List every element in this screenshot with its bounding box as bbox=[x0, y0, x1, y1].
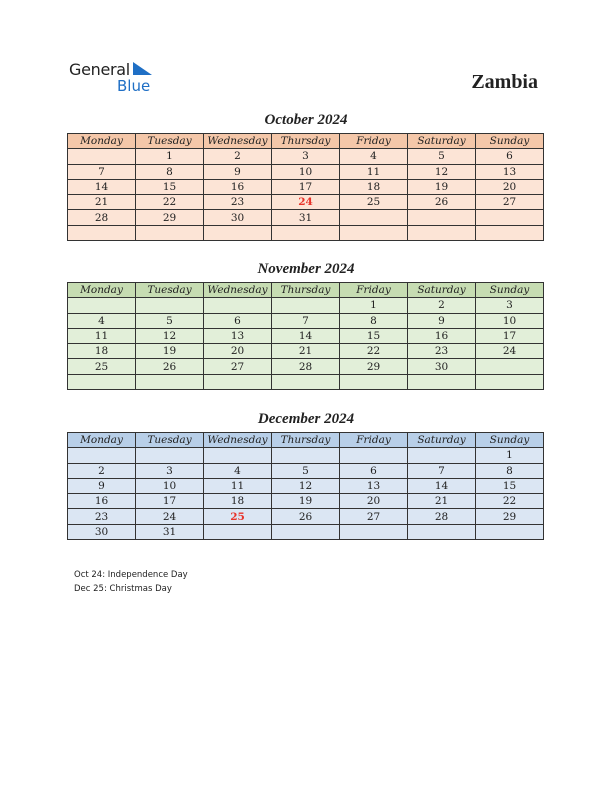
day-cell: 28 bbox=[68, 210, 136, 225]
day-cell: 23 bbox=[204, 195, 272, 210]
day-cell: 17 bbox=[136, 494, 204, 509]
day-cell: 6 bbox=[476, 149, 544, 164]
month-title-december: December 2024 bbox=[257, 411, 355, 427]
empty-day-cell bbox=[340, 210, 408, 225]
week-row bbox=[68, 494, 544, 509]
empty-day-cell bbox=[136, 298, 204, 313]
weekday-wednesday: Wednesday bbox=[204, 134, 272, 149]
day-cell: 17 bbox=[476, 328, 544, 343]
day-cell: 11 bbox=[204, 478, 272, 493]
logo-text-blue: Blue bbox=[117, 77, 151, 95]
day-cell: 15 bbox=[476, 478, 544, 493]
day-cell: 14 bbox=[68, 179, 136, 194]
day-cell: 25 bbox=[68, 359, 136, 374]
empty-day-cell bbox=[204, 298, 272, 313]
day-cell: 27 bbox=[476, 195, 544, 210]
week-row bbox=[68, 195, 544, 210]
day-cell: 6 bbox=[204, 313, 272, 328]
weekday-sunday: Sunday bbox=[476, 134, 544, 149]
weekday-sunday: Sunday bbox=[476, 433, 544, 448]
day-cell: 19 bbox=[408, 179, 476, 194]
empty-day-cell bbox=[476, 225, 544, 240]
empty-day-cell bbox=[68, 374, 136, 389]
day-cell: 31 bbox=[272, 210, 340, 225]
day-cell: 27 bbox=[340, 509, 408, 524]
day-cell: 12 bbox=[272, 478, 340, 493]
week-row bbox=[68, 344, 544, 359]
empty-day-cell bbox=[272, 448, 340, 463]
day-cell: 19 bbox=[272, 494, 340, 509]
weekday-saturday: Saturday bbox=[408, 283, 476, 298]
day-cell: 1 bbox=[476, 448, 544, 463]
day-cell: 7 bbox=[68, 164, 136, 179]
day-cell: 29 bbox=[476, 509, 544, 524]
week-row bbox=[68, 328, 544, 343]
empty-day-cell bbox=[136, 374, 204, 389]
day-cell: 26 bbox=[408, 195, 476, 210]
day-cell: 6 bbox=[340, 463, 408, 478]
day-cell: 28 bbox=[272, 359, 340, 374]
empty-day-cell bbox=[476, 374, 544, 389]
day-cell: 5 bbox=[408, 149, 476, 164]
day-cell: 30 bbox=[68, 524, 136, 539]
day-cell: 2 bbox=[68, 463, 136, 478]
day-cell: 14 bbox=[408, 478, 476, 493]
day-cell: 26 bbox=[136, 359, 204, 374]
day-cell: 5 bbox=[136, 313, 204, 328]
week-row bbox=[68, 448, 544, 463]
day-cell: 18 bbox=[340, 179, 408, 194]
weekday-tuesday: Tuesday bbox=[136, 433, 204, 448]
empty-day-cell bbox=[204, 524, 272, 539]
day-cell: 20 bbox=[476, 179, 544, 194]
day-cell: 10 bbox=[476, 313, 544, 328]
weekday-wednesday: Wednesday bbox=[204, 433, 272, 448]
day-cell: 24 bbox=[136, 509, 204, 524]
day-cell: 3 bbox=[476, 298, 544, 313]
day-cell: 18 bbox=[68, 344, 136, 359]
week-row bbox=[68, 463, 544, 478]
day-cell: 3 bbox=[272, 149, 340, 164]
week-row bbox=[68, 374, 544, 389]
day-cell: 4 bbox=[68, 313, 136, 328]
day-cell: 5 bbox=[272, 463, 340, 478]
empty-day-cell bbox=[272, 225, 340, 240]
empty-day-cell bbox=[340, 225, 408, 240]
day-cell: 10 bbox=[136, 478, 204, 493]
day-cell: 20 bbox=[204, 344, 272, 359]
day-cell: 2 bbox=[408, 298, 476, 313]
week-row bbox=[68, 478, 544, 493]
holiday-day-cell: 25 bbox=[204, 509, 272, 524]
empty-day-cell bbox=[476, 524, 544, 539]
day-cell: 1 bbox=[340, 298, 408, 313]
empty-day-cell bbox=[204, 374, 272, 389]
empty-day-cell bbox=[68, 448, 136, 463]
day-cell: 16 bbox=[68, 494, 136, 509]
week-row bbox=[68, 313, 544, 328]
weekday-tuesday: Tuesday bbox=[136, 134, 204, 149]
weekday-wednesday: Wednesday bbox=[204, 283, 272, 298]
weekday-thursday: Thursday bbox=[272, 134, 340, 149]
logo-triangle-icon bbox=[133, 62, 153, 76]
day-cell: 20 bbox=[340, 494, 408, 509]
day-cell: 25 bbox=[340, 195, 408, 210]
empty-day-cell bbox=[204, 225, 272, 240]
empty-day-cell bbox=[136, 225, 204, 240]
day-cell: 11 bbox=[340, 164, 408, 179]
logo-text-general: General bbox=[69, 60, 130, 79]
day-cell: 13 bbox=[476, 164, 544, 179]
country-title: Zambia bbox=[471, 71, 538, 93]
empty-day-cell bbox=[476, 359, 544, 374]
calendar-december bbox=[67, 432, 544, 540]
day-cell: 16 bbox=[408, 328, 476, 343]
empty-day-cell bbox=[408, 448, 476, 463]
weekday-friday: Friday bbox=[340, 283, 408, 298]
day-cell: 7 bbox=[272, 313, 340, 328]
weekday-saturday: Saturday bbox=[408, 134, 476, 149]
day-cell: 29 bbox=[340, 359, 408, 374]
day-cell: 9 bbox=[408, 313, 476, 328]
day-cell: 4 bbox=[340, 149, 408, 164]
day-cell: 12 bbox=[136, 328, 204, 343]
day-cell: 15 bbox=[340, 328, 408, 343]
day-cell: 16 bbox=[204, 179, 272, 194]
day-cell: 27 bbox=[204, 359, 272, 374]
day-cell: 22 bbox=[340, 344, 408, 359]
empty-day-cell bbox=[340, 524, 408, 539]
day-cell: 21 bbox=[68, 195, 136, 210]
empty-day-cell bbox=[136, 448, 204, 463]
holiday-note: Oct 24: Independence Day bbox=[74, 570, 188, 580]
month-title-november: November 2024 bbox=[257, 261, 355, 277]
weekday-monday: Monday bbox=[68, 283, 136, 298]
week-row bbox=[68, 149, 544, 164]
day-cell: 22 bbox=[136, 195, 204, 210]
day-cell: 7 bbox=[408, 463, 476, 478]
empty-day-cell bbox=[408, 374, 476, 389]
day-cell: 19 bbox=[136, 344, 204, 359]
holiday-day-cell: 24 bbox=[272, 195, 340, 210]
day-cell: 24 bbox=[476, 344, 544, 359]
empty-day-cell bbox=[272, 524, 340, 539]
empty-day-cell bbox=[272, 374, 340, 389]
day-cell: 4 bbox=[204, 463, 272, 478]
week-row bbox=[68, 524, 544, 539]
day-cell: 21 bbox=[272, 344, 340, 359]
weekday-friday: Friday bbox=[340, 134, 408, 149]
week-row bbox=[68, 210, 544, 225]
week-row bbox=[68, 509, 544, 524]
weekday-header-row bbox=[68, 283, 544, 298]
empty-day-cell bbox=[68, 298, 136, 313]
day-cell: 23 bbox=[68, 509, 136, 524]
day-cell: 8 bbox=[340, 313, 408, 328]
weekday-monday: Monday bbox=[68, 433, 136, 448]
generalblue-logo bbox=[69, 60, 169, 96]
week-row bbox=[68, 225, 544, 240]
day-cell: 9 bbox=[204, 164, 272, 179]
empty-day-cell bbox=[204, 448, 272, 463]
empty-day-cell bbox=[272, 298, 340, 313]
weekday-monday: Monday bbox=[68, 134, 136, 149]
day-cell: 18 bbox=[204, 494, 272, 509]
weekday-header-row bbox=[68, 134, 544, 149]
empty-day-cell bbox=[408, 225, 476, 240]
day-cell: 13 bbox=[340, 478, 408, 493]
week-row bbox=[68, 179, 544, 194]
empty-day-cell bbox=[340, 374, 408, 389]
day-cell: 28 bbox=[408, 509, 476, 524]
weekday-thursday: Thursday bbox=[272, 433, 340, 448]
day-cell: 10 bbox=[272, 164, 340, 179]
day-cell: 9 bbox=[68, 478, 136, 493]
day-cell: 13 bbox=[204, 328, 272, 343]
day-cell: 14 bbox=[272, 328, 340, 343]
empty-day-cell bbox=[340, 448, 408, 463]
day-cell: 15 bbox=[136, 179, 204, 194]
weekday-tuesday: Tuesday bbox=[136, 283, 204, 298]
day-cell: 8 bbox=[136, 164, 204, 179]
empty-day-cell bbox=[408, 210, 476, 225]
day-cell: 1 bbox=[136, 149, 204, 164]
week-row bbox=[68, 359, 544, 374]
day-cell: 3 bbox=[136, 463, 204, 478]
day-cell: 23 bbox=[408, 344, 476, 359]
holiday-note: Dec 25: Christmas Day bbox=[74, 584, 172, 594]
day-cell: 26 bbox=[272, 509, 340, 524]
empty-day-cell bbox=[476, 210, 544, 225]
empty-day-cell bbox=[68, 149, 136, 164]
day-cell: 29 bbox=[136, 210, 204, 225]
day-cell: 8 bbox=[476, 463, 544, 478]
day-cell: 17 bbox=[272, 179, 340, 194]
day-cell: 31 bbox=[136, 524, 204, 539]
calendar-october bbox=[67, 133, 544, 241]
day-cell: 22 bbox=[476, 494, 544, 509]
day-cell: 30 bbox=[204, 210, 272, 225]
weekday-saturday: Saturday bbox=[408, 433, 476, 448]
empty-day-cell bbox=[68, 225, 136, 240]
calendar-november bbox=[67, 282, 544, 390]
week-row bbox=[68, 164, 544, 179]
day-cell: 12 bbox=[408, 164, 476, 179]
day-cell: 21 bbox=[408, 494, 476, 509]
holiday-notes bbox=[74, 568, 188, 596]
month-title-october: October 2024 bbox=[264, 112, 348, 128]
week-row bbox=[68, 298, 544, 313]
empty-day-cell bbox=[408, 524, 476, 539]
day-cell: 30 bbox=[408, 359, 476, 374]
day-cell: 2 bbox=[204, 149, 272, 164]
weekday-friday: Friday bbox=[340, 433, 408, 448]
weekday-header-row bbox=[68, 433, 544, 448]
weekday-sunday: Sunday bbox=[476, 283, 544, 298]
day-cell: 11 bbox=[68, 328, 136, 343]
weekday-thursday: Thursday bbox=[272, 283, 340, 298]
